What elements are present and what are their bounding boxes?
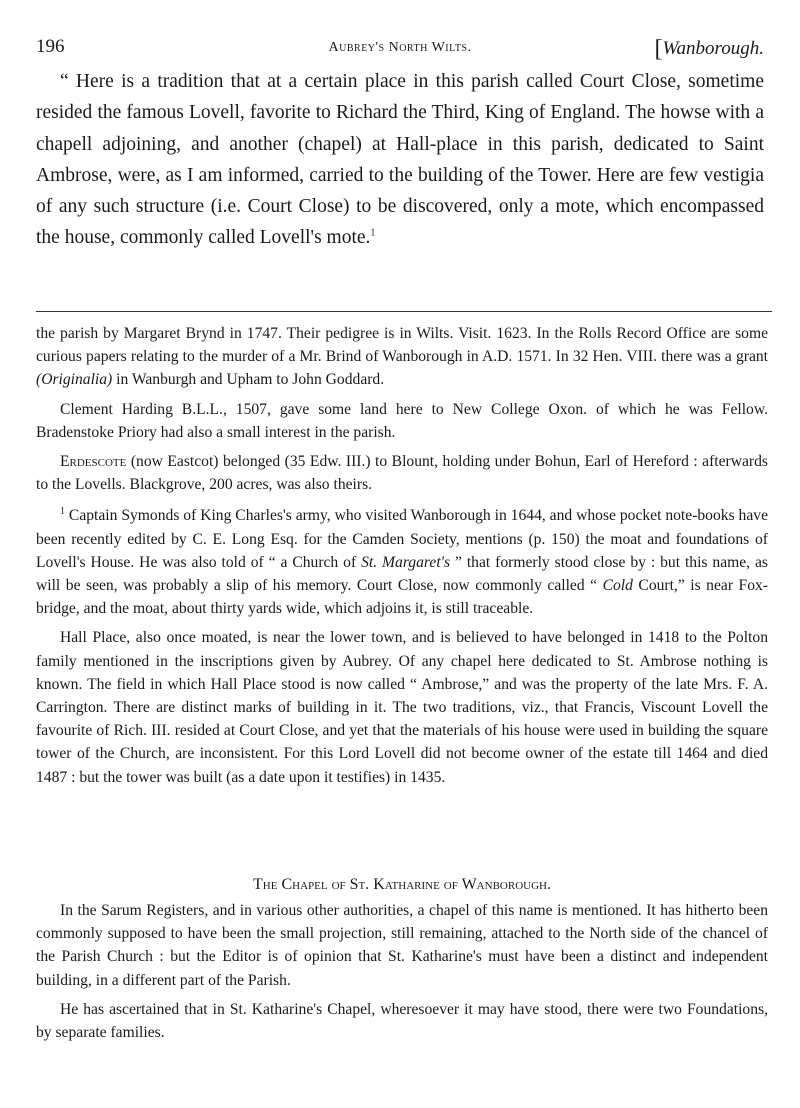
note-paragraph-continued [36, 322, 768, 392]
note-text: Clement Harding B.L.L., 1507, gave some land here to New College Oxon. of which he was Fellow. Bradenstoke Priory had also a small interest in the parish. [36, 400, 768, 441]
footnote-marker: 1 [370, 227, 376, 239]
page-number: 196 [36, 36, 65, 57]
note-smallcaps: Erdescote [60, 453, 127, 471]
note-text: Hall Place, also once moated, is near the lower town, and is believed to have belonged in 1418 to the Polton family mentioned in the inscriptions given by Aubrey. Of any chapel here dedicated to St. Ambrose nothing is known. The field in which Hall Place stood is now called “ Ambrose,” and was the property of the late Mrs. F. A. Carrington. There are distinct marks of building in it. The two traditions, viz., that Francis, Viscount Lovell the favourite of Rich. III. resided at Court Close, and yet that the materials of his house were used in building the square tower of the Church, are inconsistent. For this Lord Lovell did not become owner of the estate till 1464 and died 1487 : but the tower was built (as a date upon it testifies) in 1435. [36, 629, 768, 786]
note-paragraph-hall-place [36, 626, 768, 788]
running-head: Aubrey's North Wilts. [328, 40, 472, 55]
chapel-section [36, 899, 768, 1050]
quote-text: “ Here is a tradition that at a certain place in this parish called Court Close, sometime resided the famous Lovell, favorite to Richard the Third, King of England. The howse with a chapell adjoining, and another (chapel) at Hall-place in this parish, dedicated to Saint Ambrose, were, as I am informed, carried to the building of the Tower. Here are few vestigia of any such structure (i.e. Court Close) to be discovered, only a mote, which encompassed the house, commonly called Lovell's mote. [36, 71, 764, 249]
note-paragraph-erdescote [36, 450, 768, 496]
note-italic: Cold [602, 577, 633, 595]
footnote-number: 1 [60, 506, 65, 518]
footnote-divider [36, 311, 772, 312]
section-name: Wanborough. [662, 38, 764, 59]
note-text: Court,” is near Fox-bridge, and the moat, about thirty yards wide, which adjoins it, is still traceable. [36, 577, 768, 618]
note-text: the parish by Margaret Brynd in 1747. Their pedigree is in Wilts. Visit. 1623. In the Rolls Record Office are some curious papers relating to the murder of a Mr. Brind of Wanborough in A.D. 1571. In 32 Hen. VIII. there was a grant [36, 325, 768, 366]
note-text: ” that formerly stood close by : but this name, as will be seen, was probably a slip of his memory. Court Close, now commonly called “ [36, 553, 768, 595]
section-tag [654, 34, 764, 61]
editor-notes [36, 322, 768, 795]
section-heading: The Chapel of St. Katharine of Wanborough. [253, 876, 551, 893]
note-text: in Wanburgh and Upham to John Goddard. [112, 371, 385, 389]
note-text: (now Eastcot) belonged (35 Edw. III.) to Blount, holding under Bohun, Earl of Hereford : afterwards to the Lovells. Blackgrove, 200 acres, was also theirs. [36, 453, 768, 494]
footnote-1 [36, 504, 768, 620]
page-header [36, 34, 764, 64]
note-paragraph-harding [36, 398, 768, 444]
note-text: Captain Symonds of King Charles's army, who visited Wanborough in 1644, and whose pocket note-books have been recently edited by C. E. Long Esq. for the Camden Society, mentions (p. 150) the moat and foundations of Lovell's House. He was also told of “ a Church of [36, 507, 768, 571]
section-bracket: [ [654, 36, 663, 62]
chapel-paragraph-2: He has ascertained that in St. Katharine's Chapel, wheresoever it may have stood, there were two Foundations, by separate families. [36, 1000, 768, 1042]
note-italic: (Originalia) [36, 371, 113, 389]
aubrey-quote [36, 66, 764, 254]
chapel-paragraph-1: In the Sarum Registers, and in various other authorities, a chapel of this name is mentioned. It has hitherto been commonly supposed to have been the small projection, still remaining, attached to the North side of the chancel of the Parish Church : but the Editor is of opinion that St. Katharine's must have been a distinct and independent building, in a different part of the Parish. [36, 902, 768, 989]
quote-paragraph [36, 66, 764, 254]
note-italic: St. Margaret's [361, 553, 451, 571]
